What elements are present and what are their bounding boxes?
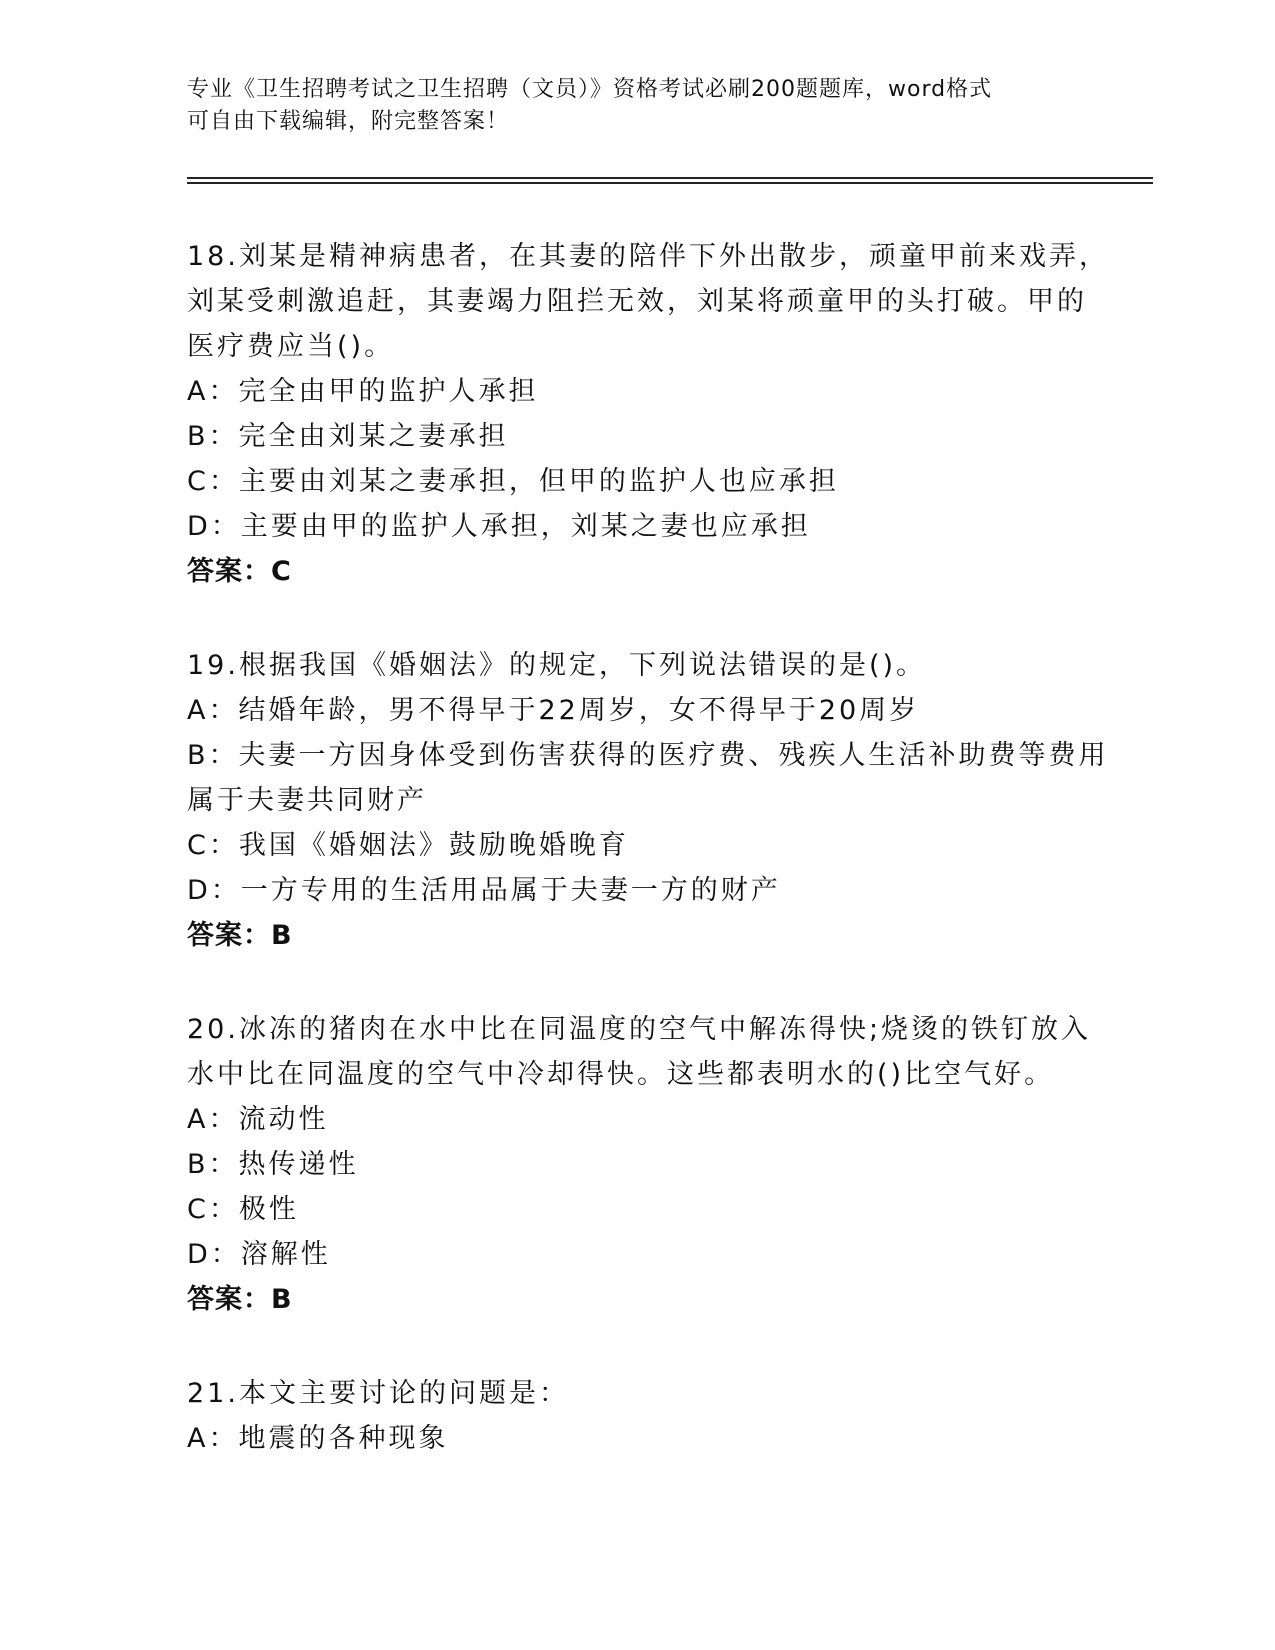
- question-stem-line: 18.刘某是精神病患者，在其妻的陪伴下外出散步，顽童甲前来戏弄，: [187, 241, 1109, 272]
- option-d: D：主要由甲的监护人承担，刘某之妻也应承担: [187, 511, 811, 542]
- option-c: C：极性: [187, 1194, 299, 1225]
- header-line-1: 专业《卫生招聘考试之卫生招聘（文员）》资格考试必刷200题题库，word格式: [187, 77, 993, 102]
- option-d: D：溶解性: [187, 1239, 331, 1270]
- question-stem-line: 20.冰冻的猪肉在水中比在同温度的空气中解冻得快;烧烫的铁钉放入: [187, 1014, 1092, 1045]
- option-a: A：地震的各种现象: [187, 1423, 449, 1454]
- option-a: A：结婚年龄，男不得早于22周岁，女不得早于20周岁: [187, 695, 920, 726]
- question-stem-line: 21.本文主要讨论的问题是：: [187, 1378, 569, 1409]
- question-19: [187, 643, 1109, 958]
- question-18: [187, 234, 1109, 594]
- question-stem-line: 医疗费应当()。: [187, 331, 395, 362]
- question-stem-line: 刘某受刺激追赶，其妻竭力阻拦无效，刘某将顽童甲的头打破。甲的: [187, 286, 1087, 317]
- option-a: A：流动性: [187, 1104, 329, 1135]
- option-b: B：完全由刘某之妻承担: [187, 421, 509, 452]
- option-c: C：我国《婚姻法》鼓励晚婚晚育: [187, 830, 629, 861]
- answer-label: 答案：B: [187, 1284, 293, 1315]
- answer-label: 答案：C: [187, 556, 292, 587]
- option-a: A：完全由甲的监护人承担: [187, 376, 539, 407]
- header-divider-top: [187, 177, 1153, 179]
- answer-label: 答案：B: [187, 920, 293, 951]
- option-b: B：热传递性: [187, 1149, 359, 1180]
- question-20: [187, 1007, 1092, 1322]
- option-c: C：主要由刘某之妻承担，但甲的监护人也应承担: [187, 466, 839, 497]
- option-d: D：一方专用的生活用品属于夫妻一方的财产: [187, 875, 781, 906]
- question-stem-line: 19.根据我国《婚姻法》的规定，下列说法错误的是()。: [187, 650, 927, 681]
- question-21: [187, 1371, 1087, 1461]
- option-b-continued: 属于夫妻共同财产: [187, 785, 427, 816]
- question-stem-line: 水中比在同温度的空气中冷却得快。这些都表明水的()比空气好。: [187, 1059, 1055, 1090]
- option-b: B：夫妻一方因身体受到伤害获得的医疗费、残疾人生活补助费等费用: [187, 740, 1109, 771]
- document-header: [187, 74, 1087, 138]
- header-line-2: 可自由下载编辑，附完整答案！: [187, 109, 510, 134]
- header-divider-bottom: [187, 182, 1153, 184]
